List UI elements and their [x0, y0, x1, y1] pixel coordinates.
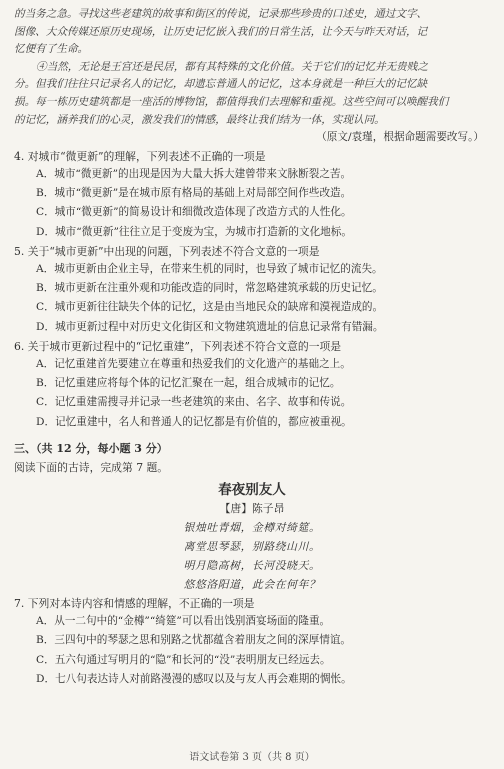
question-4: [14, 148, 490, 242]
question-stem: 5. 关于“城市更新”中出现的问题，下列表述不符合文意的一项是: [14, 244, 320, 258]
passage-line: 的记忆，涵养我们的心灵，激发我们的情感，最终让我们结为一体，实现认同。: [14, 113, 385, 126]
question-stem: 7. 下列对本诗内容和情感的理解，不正确的一项是: [14, 597, 255, 610]
passage-line: 损。每一栋历史建筑都是一座活的博物馆，都值得我们去理解和重视。这些空间可以唤醒我们: [14, 95, 449, 108]
poem-line: 悠悠洛阳道，此会在何年？: [183, 578, 321, 591]
question-7: [14, 595, 490, 689]
poem-author: 【唐】陈子昂: [219, 502, 285, 515]
question-5: [14, 243, 490, 337]
passage-line: 分。但我们往往只记录名人的记忆，却遗忘普通人的记忆，这本身就是一种巨大的记忆缺: [14, 78, 428, 91]
passage-line: ④当然，无论是王宫还是民居，都有其特殊的文化价值。关于它们的记忆并无贵贱之: [36, 60, 428, 73]
option-b: B．记忆重建应将每个体的记忆汇聚在一起，组合成城市的记忆。: [36, 377, 341, 390]
section-3-title: 三、（共 12 分，每小题 3 分）: [14, 441, 168, 455]
option-a: A．记忆重建首先要建立在尊重和热爱我们的文化遗产的基础之上。: [36, 357, 351, 370]
passage: [14, 6, 490, 147]
option-b: B．城市“微更新”是在城市原有格局的基础上对局部空间作些改造。: [36, 187, 352, 200]
option-a: A．城市“微更新”的出现是因为大量大拆大建曾带来文脉断裂之苦。: [36, 167, 352, 180]
option-d: D．七八句表达诗人对前路漫漫的感叹以及与友人再会难期的惆怅。: [36, 672, 352, 685]
poem-line: 银烛吐青烟，金樽对绮筵。: [183, 521, 321, 534]
option-c: C．记忆重建需搜寻并记录一些老建筑的来由、名字、故事和传说。: [36, 396, 352, 409]
passage-line: 忆便有了生命。: [14, 43, 89, 56]
poem-line: 离堂思琴瑟，别路绕山川。: [183, 540, 321, 553]
poem: [14, 480, 490, 594]
passage-source: （原文/袁瑾，根据命题需要改写。）: [316, 131, 484, 144]
poem-line: 明月隐高树，长河没晓天。: [183, 559, 321, 572]
option-d: D．记忆重建中，名人和普通人的记忆都是有价值的，都应被重视。: [36, 415, 352, 428]
passage-line: 图像、大众传媒还原历史现场，让历史记忆嵌入我们的日常生活，让今天与昨天对话，记: [14, 25, 428, 38]
option-d: D．城市更新过程中对历史文化街区和文物建筑遗址的信息记录常有错漏。: [36, 320, 384, 333]
passage-line: 的当务之急。寻找这些老建筑的故事和街区的传说，记录那些珍贵的口述史，通过文字、: [14, 8, 428, 20]
option-b: B．城市更新在注重外观和功能改造的同时，常忽略建筑承载的历史记忆。: [36, 282, 383, 295]
option-a: A．城市更新由企业主导，在带来生机的同时，也导致了城市记忆的流失。: [36, 262, 383, 275]
option-b: B．三四句中的琴瑟之思和别路之忧都蕴含着朋友之间的深厚情谊。: [36, 634, 352, 647]
option-c: C．城市更新往往缺失个体的记忆，这是由当地民众的缺席和漠视造成的。: [36, 301, 384, 314]
question-6: [14, 338, 490, 432]
option-c: C．城市“微更新”的简易设计和细微改造体现了改造方式的人性化。: [36, 206, 352, 219]
option-d: D．城市“微更新”往往立足于变废为宝，为城市打造新的文化地标。: [36, 225, 352, 238]
page-footer: 语文试卷第 3 页（共 8 页）: [189, 752, 315, 763]
section-3-instruction: 阅读下面的古诗，完成第 7 题。: [14, 460, 169, 474]
question-stem: 6. 关于城市更新过程中的“记忆重建”，下列表述不符合文意的一项是: [14, 339, 342, 353]
poem-title: 春夜别友人: [218, 482, 286, 498]
question-stem: 4. 对城市“微更新”的理解，下列表述不正确的一项是: [14, 149, 266, 163]
option-c: C．五六句通过写明月的“隐”和长河的“没”表明朋友已经远去。: [36, 653, 331, 666]
option-a: A．从一二句中的“金樽”“绮筵”可以看出饯别酒宴场面的隆重。: [36, 615, 331, 628]
